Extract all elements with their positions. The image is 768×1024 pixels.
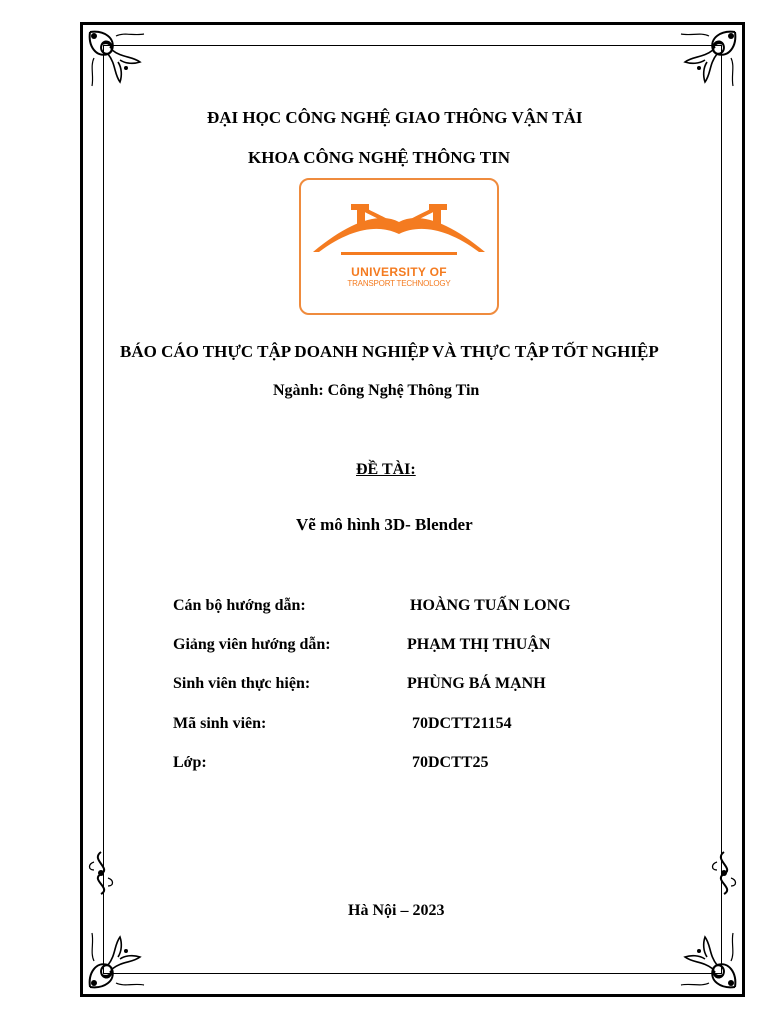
- corner-ornament-bottom-right-icon: [677, 929, 739, 991]
- corner-ornament-top-right-icon: [677, 28, 739, 90]
- info-label-lecturer: Giảng viên hướng dẫn:: [173, 636, 331, 653]
- info-value-student-id: 70DCTT21154: [412, 715, 512, 732]
- info-label-student-id: Mã sinh viên:: [173, 715, 267, 732]
- topic-heading: ĐỀ TÀI:: [356, 461, 416, 478]
- info-label-student: Sinh viên thực hiện:: [173, 675, 311, 692]
- info-value-student: PHÙNG BÁ MẠNH: [407, 675, 546, 692]
- corner-ornament-top-left-icon: [86, 28, 148, 90]
- report-title: BÁO CÁO THỰC TẬP DOANH NGHIỆP VÀ THỰC TẬP TỐT NGHIỆP: [120, 342, 659, 361]
- bridge-logo-icon: [301, 180, 497, 313]
- topic-title: Vẽ mô hình 3D- Blender: [296, 515, 473, 534]
- info-value-class: 70DCTT25: [412, 754, 489, 771]
- major: Ngành: Công Nghệ Thông Tin: [273, 382, 480, 399]
- info-label-advisor: Cán bộ hướng dẫn:: [173, 597, 306, 614]
- logo-text-line2: TRANSPORT TECHNOLOGY: [347, 279, 451, 288]
- logo-text-line1: UNIVERSITY OF: [351, 265, 447, 279]
- university-logo: [299, 178, 499, 315]
- info-value-advisor: HOÀNG TUẤN LONG: [410, 597, 571, 614]
- corner-ornament-bottom-left-icon: [86, 929, 148, 991]
- faculty-name: KHOA CÔNG NGHỆ THÔNG TIN: [248, 148, 510, 167]
- side-ornament-left-icon: [86, 850, 116, 896]
- place-date: Hà Nội – 2023: [348, 902, 445, 919]
- side-ornament-right-icon: [709, 850, 739, 896]
- info-value-lecturer: PHẠM THỊ THUẬN: [407, 636, 551, 653]
- info-label-class: Lớp:: [173, 754, 207, 771]
- university-name: ĐẠI HỌC CÔNG NGHỆ GIAO THÔNG VẬN TẢI: [207, 108, 583, 127]
